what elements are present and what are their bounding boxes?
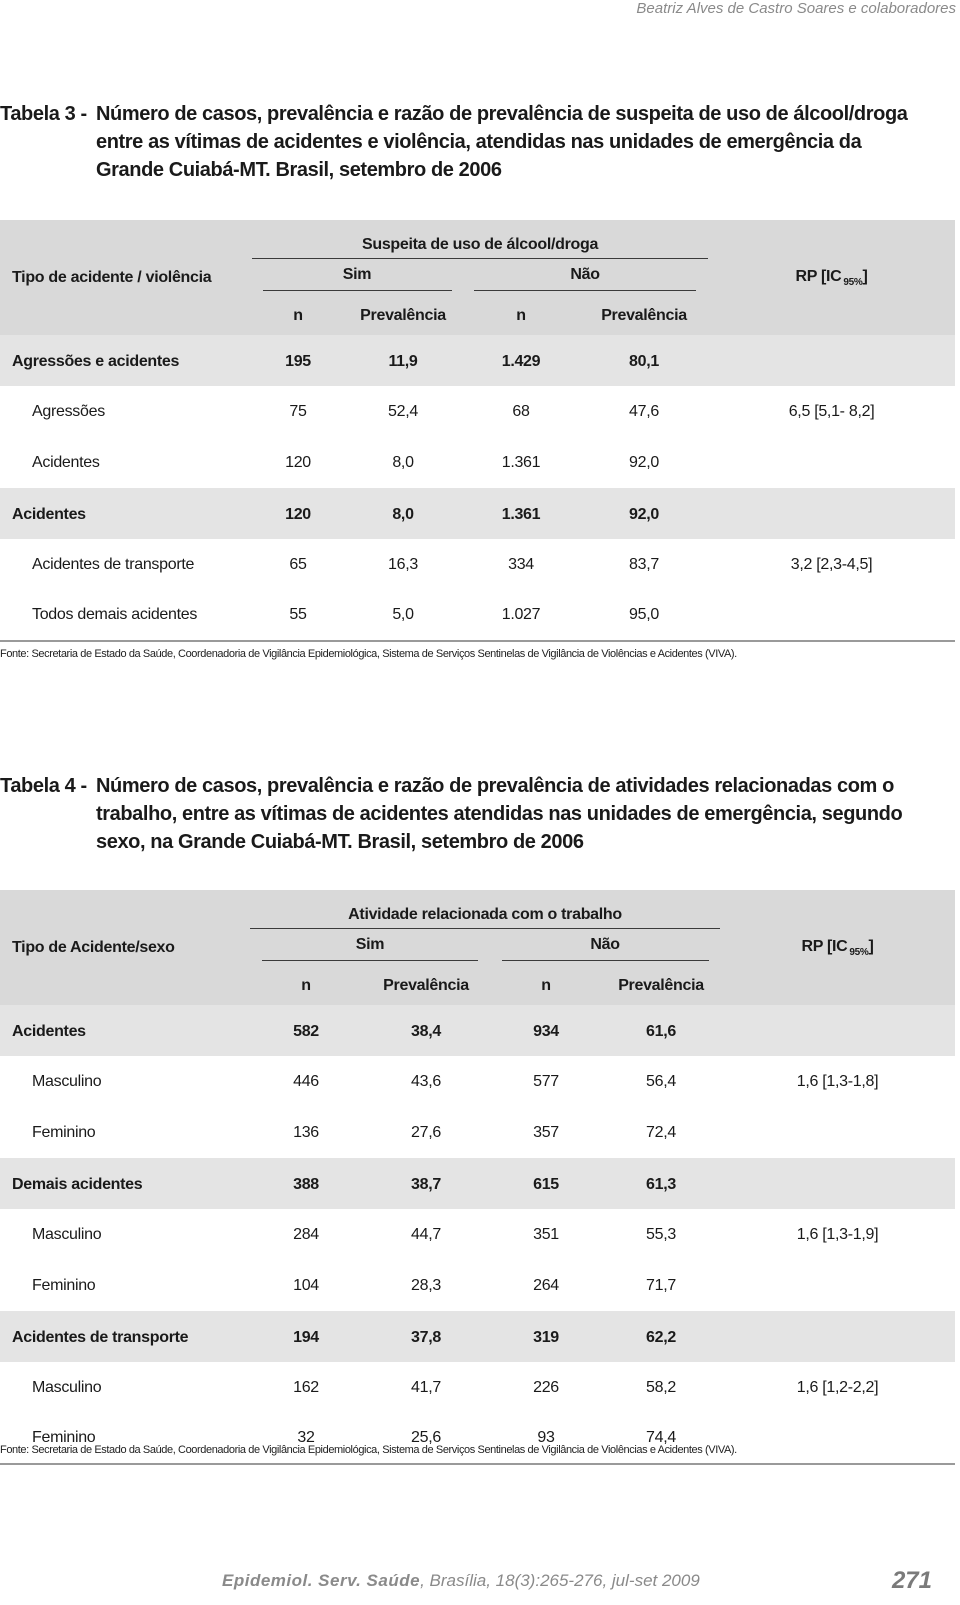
cell-prev-nao: 62,2 — [646, 1328, 676, 1346]
cell-n-nao: 351 — [533, 1225, 559, 1243]
cell-prev-sim: 5,0 — [392, 606, 414, 623]
cell-prev-sim: 52,4 — [388, 402, 418, 420]
table3-col-n-nao: n — [516, 307, 526, 324]
row-label: Feminino — [32, 1276, 96, 1294]
row-label: Acidentes — [12, 1022, 86, 1040]
cell-n-nao: 577 — [533, 1072, 559, 1090]
cell-n-sim: 75 — [289, 402, 307, 420]
cell-n-sim: 284 — [293, 1225, 319, 1243]
table4-col-label: Tipo de Acidente/sexo — [12, 938, 175, 956]
journal-name: Epidemiol. Serv. Saúde — [222, 1571, 421, 1590]
rp-close: ] — [862, 267, 868, 285]
table3-caption-text: Número de casos, prevalência e razão de prevalência de suspeita de uso de álcool/droga entre as vítimas de acidentes e violência, atendidas nas unidades de emergência da Grande Cuiabá-MT. Brasil, setembro de 2006 — [96, 103, 908, 181]
cell-prev-sim: 38,7 — [411, 1175, 441, 1193]
table4-col-n-nao: n — [541, 977, 551, 994]
cell-prev-nao: 92,0 — [629, 505, 659, 523]
cell-rp — [720, 1413, 955, 1464]
row-label: Acidentes de transporte — [12, 1328, 189, 1346]
cell-n-nao: 1.027 — [501, 606, 541, 623]
page-footer — [0, 1563, 960, 1603]
cell-prev-nao: 95,0 — [629, 606, 659, 623]
cell-n-sim: 55 — [289, 606, 307, 623]
table4-caption-label: Tabela 4 - — [0, 775, 87, 797]
rp-label: RP [IC — [795, 267, 842, 285]
table-row — [0, 386, 955, 437]
cell-prev-sim: 8,0 — [392, 453, 414, 471]
cell-n-sim: 136 — [293, 1123, 319, 1141]
row-label: Acidentes — [12, 505, 86, 523]
row-label: Acidentes — [32, 453, 100, 471]
table3-col-label: Tipo de acidente / violência — [12, 268, 212, 286]
cell-n-sim: 194 — [293, 1328, 319, 1346]
table3-col-sim: Sim — [263, 266, 452, 291]
table-row — [0, 1056, 955, 1107]
cell-n-sim: 388 — [293, 1175, 319, 1193]
cell-prev-sim: 37,8 — [411, 1328, 441, 1346]
table4-col-n-sim: n — [301, 977, 311, 994]
table3-col-n-sim: n — [293, 307, 303, 324]
citation-details: , Brasília, 18(3):265-276, jul-set 2009 — [420, 1571, 700, 1590]
table-row — [0, 539, 955, 590]
table-row — [0, 437, 955, 488]
table3-body — [0, 335, 955, 641]
cell-rp: 1,6 [1,3-1,8] — [796, 1072, 879, 1090]
cell-rp: 1,6 [1,3-1,9] — [796, 1225, 879, 1243]
table-row — [0, 1005, 955, 1056]
cell-rp — [720, 1005, 955, 1056]
cell-rp: 1,6 [1,2-2,2] — [796, 1378, 879, 1396]
cell-prev-sim: 8,0 — [392, 505, 414, 523]
cell-rp — [708, 488, 955, 539]
table4-col-sim: Sim — [262, 936, 478, 961]
journal-citation — [222, 1571, 700, 1591]
cell-n-nao: 334 — [508, 555, 534, 573]
table-row — [0, 1311, 955, 1362]
cell-prev-sim: 43,6 — [411, 1072, 441, 1090]
cell-prev-sim: 28,3 — [411, 1276, 441, 1294]
cell-n-sim: 195 — [285, 352, 311, 370]
rp-label: RP [IC — [801, 937, 848, 955]
cell-prev-nao: 56,4 — [646, 1072, 676, 1090]
cell-n-sim: 120 — [285, 505, 311, 523]
cell-n-sim: 582 — [293, 1022, 319, 1040]
cell-prev-nao: 83,7 — [629, 555, 659, 573]
cell-prev-nao: 72,4 — [646, 1123, 676, 1141]
row-label: Agressões — [32, 402, 105, 420]
cell-prev-sim: 16,3 — [388, 555, 418, 573]
cell-prev-sim: 38,4 — [411, 1022, 441, 1040]
table3-col-group: Suspeita de uso de álcool/droga — [252, 220, 708, 259]
table4-source: Fonte: Secretaria de Estado da Saúde, Coordenadoria de Vigilância Epidemiológica, Sistema de Serviços Sentinelas de Vigilância de Violências e Acidentes (VIVA). — [0, 1444, 737, 1456]
table-row — [0, 1107, 955, 1158]
cell-prev-nao: 74,4 — [646, 1429, 676, 1446]
table4 — [0, 890, 955, 1465]
running-head: Beatriz Alves de Castro Soares e colaboradores — [636, 0, 956, 17]
cell-n-sim: 120 — [285, 453, 311, 471]
cell-n-nao: 226 — [533, 1378, 559, 1396]
cell-n-nao: 615 — [533, 1175, 559, 1193]
cell-n-nao: 357 — [533, 1123, 559, 1141]
table3-col-nao: Não — [474, 266, 695, 291]
table4-header — [0, 890, 955, 1005]
table-row — [0, 1413, 955, 1464]
cell-rp — [708, 437, 955, 488]
cell-prev-sim: 25,6 — [411, 1429, 441, 1446]
page-number: 271 — [891, 1567, 932, 1594]
cell-prev-nao: 61,6 — [646, 1022, 676, 1040]
table-row — [0, 488, 955, 539]
row-label: Feminino — [32, 1123, 96, 1141]
rp-subscript: 95% — [843, 276, 863, 288]
table4-col-prev-nao: Prevalência — [618, 977, 704, 994]
cell-prev-nao: 92,0 — [629, 453, 659, 471]
row-label: Acidentes de transporte — [32, 555, 195, 573]
cell-n-sim: 65 — [289, 555, 307, 573]
cell-prev-sim: 41,7 — [411, 1378, 441, 1396]
cell-prev-nao: 47,6 — [629, 402, 659, 420]
table3 — [0, 220, 955, 642]
cell-rp — [720, 1311, 955, 1362]
cell-n-sim: 446 — [293, 1072, 319, 1090]
table3-header-spacer — [0, 220, 252, 259]
cell-rp — [720, 1260, 955, 1311]
table3-source: Fonte: Secretaria de Estado da Saúde, Coordenadoria de Vigilância Epidemiológica, Sistema de Serviços Sentinelas de Vigilância de Violências e Acidentes (VIVA). — [0, 648, 737, 660]
cell-rp — [720, 1107, 955, 1158]
table4-col-group: Atividade relacionada com o trabalho — [250, 890, 720, 929]
cell-rp — [708, 590, 955, 641]
cell-n-sim: 32 — [297, 1429, 315, 1446]
cell-prev-nao: 71,7 — [646, 1276, 676, 1294]
row-label: Agressões e acidentes — [12, 352, 180, 370]
cell-n-sim: 104 — [293, 1276, 319, 1294]
table3-caption-label: Tabela 3 - — [0, 103, 87, 125]
table3-header — [0, 220, 955, 335]
row-label: Feminino — [32, 1429, 96, 1446]
cell-rp: 6,5 [5,1- 8,2] — [788, 402, 875, 420]
cell-prev-nao: 61,3 — [646, 1175, 676, 1193]
rp-subscript: 95% — [849, 946, 869, 958]
cell-n-nao: 1.361 — [501, 505, 541, 523]
table-row — [0, 1209, 955, 1260]
table3-col-rp — [708, 259, 955, 298]
cell-prev-sim: 11,9 — [388, 352, 418, 370]
cell-prev-nao: 80,1 — [629, 352, 659, 370]
cell-n-nao: 93 — [537, 1429, 555, 1446]
cell-n-nao: 319 — [533, 1328, 559, 1346]
table-row — [0, 1260, 955, 1311]
cell-n-nao: 934 — [533, 1022, 559, 1040]
cell-rp: 3,2 [2,3-4,5] — [790, 555, 873, 573]
row-label: Todos demais acidentes — [32, 606, 198, 623]
table4-col-nao: Não — [502, 936, 709, 961]
table4-caption-text: Número de casos, prevalência e razão de prevalência de atividades relacionadas com o trabalho, entre as vítimas de acidentes atendidas nas unidades de emergência, segundo sexo, na Grande Cuiabá-MT. Brasil, setembro de 2006 — [96, 775, 903, 853]
rp-close: ] — [868, 937, 874, 955]
cell-n-nao: 1.429 — [501, 352, 541, 370]
cell-rp — [720, 1158, 955, 1209]
cell-n-nao: 68 — [512, 402, 530, 420]
table3-col-prev-nao: Prevalência — [601, 307, 687, 324]
table4-body — [0, 1005, 955, 1464]
cell-prev-sim: 44,7 — [411, 1225, 441, 1243]
row-label: Masculino — [32, 1378, 102, 1396]
cell-n-sim: 162 — [293, 1378, 319, 1396]
row-label: Demais acidentes — [12, 1175, 143, 1193]
table-row — [0, 335, 955, 386]
cell-prev-sim: 27,6 — [411, 1123, 441, 1141]
cell-n-nao: 1.361 — [501, 453, 541, 471]
table-row — [0, 1362, 955, 1413]
table3-caption — [0, 100, 930, 184]
cell-rp — [708, 335, 955, 386]
table-row — [0, 590, 955, 641]
cell-prev-nao: 58,2 — [646, 1378, 676, 1396]
row-label: Masculino — [32, 1072, 102, 1090]
row-label: Masculino — [32, 1225, 102, 1243]
cell-prev-nao: 55,3 — [646, 1225, 676, 1243]
table4-caption — [0, 772, 930, 856]
table-row — [0, 1158, 955, 1209]
table4-col-rp — [720, 929, 955, 968]
table4-col-prev-sim: Prevalência — [383, 977, 469, 994]
table3-col-prev-sim: Prevalência — [360, 307, 446, 324]
cell-n-nao: 264 — [533, 1276, 559, 1294]
